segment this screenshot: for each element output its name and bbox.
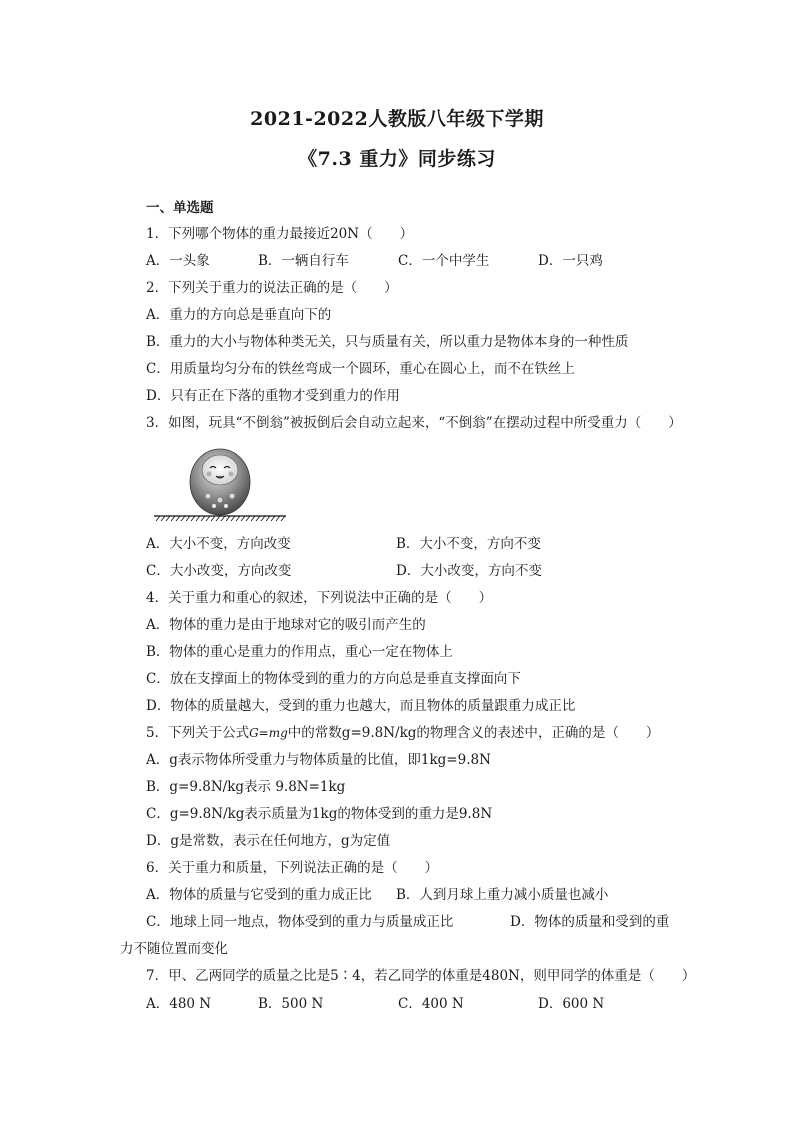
doc-title-line1: 2021-2022人教版八年级下学期 xyxy=(250,108,544,130)
q2-option-c: C．用质量均匀分布的铁丝弯成一个圆环，重心在圆心上，而不在铁丝上 xyxy=(146,361,575,377)
q4-option-b: B．物体的重心是重力的作用点，重心一定在物体上 xyxy=(146,644,453,660)
q3-option-a: A．大小不变，方向改变 xyxy=(146,536,291,552)
question-5-stem xyxy=(146,723,659,743)
q3-option-d: D．大小改变，方向不变 xyxy=(396,563,542,579)
q3-option-c: C．大小改变，方向改变 xyxy=(146,563,292,579)
question-3-stem: 3．如图，玩具“不倒翁”被扳倒后会自动立起来，“不倒翁”在摆动过程中所受重力（ ） xyxy=(146,415,682,431)
q6-option-d-continued: 力不随位置而变化 xyxy=(120,941,228,957)
q6-option-a: A．物体的质量与它受到的重力成正比 xyxy=(146,887,372,903)
q7-option-c: C．400 N xyxy=(398,996,464,1012)
doc-title-line2: 《7.3 重力》同步练习 xyxy=(298,148,496,170)
q5-stem-pre: 5．下列关于公式 xyxy=(146,725,250,741)
q4-option-a: A．物体的重力是由于地球对它的吸引而产生的 xyxy=(146,617,426,633)
question-4-stem: 4．关于重力和重心的叙述，下列说法中正确的是（ ） xyxy=(146,590,493,606)
q6-option-c: C．地球上同一地点，物体受到的重力与质量成正比 xyxy=(146,914,454,930)
q7-option-d: D．600 N xyxy=(538,996,605,1012)
q2-option-d: D．只有正在下落的重物才受到重力的作用 xyxy=(146,388,400,404)
q1-option-d: D．一只鸡 xyxy=(538,253,603,269)
q5-option-a: A．g表示物体所受重力与物体质量的比值，即1kg=9.8N xyxy=(146,752,491,768)
q6-option-b: B．人到月球上重力减小质量也减小 xyxy=(396,887,609,903)
question-7-stem: 7．甲、乙两同学的质量之比是5∶4，若乙同学的体重是480N，则甲同学的体重是（ ） xyxy=(146,968,696,984)
q5-option-c: C．g=9.8N/kg表示质量为1kg的物体受到的重力是9.8N xyxy=(146,806,493,822)
q5-stem-post: 中的常数g=9.8N/kg的物理含义的表述中，正确的是（ ） xyxy=(287,725,660,741)
q2-option-b: B．重力的大小与物体种类无关，只与质量有关，所以重力是物体本身的一种性质 xyxy=(146,334,629,350)
q5-option-b: B．g=9.8N/kg表示 9.8N=1kg xyxy=(146,779,346,795)
q2-option-a: A．重力的方向总是垂直向下的 xyxy=(146,307,332,323)
section-heading: 一、单选题 xyxy=(146,200,214,216)
q7-option-a: A．480 N xyxy=(146,996,212,1012)
ground-hatching xyxy=(156,516,285,521)
q1-option-b: B．一辆自行车 xyxy=(258,253,349,269)
q7-option-b: B．500 N xyxy=(258,996,324,1012)
tumbler-toy-figure xyxy=(150,446,290,522)
q4-option-c: C．放在支撑面上的物体受到的重力的方向总是垂直支撑面向下 xyxy=(146,671,521,687)
q3-option-b: B．大小不变，方向不变 xyxy=(396,536,541,552)
tumbler-face xyxy=(202,455,238,485)
question-6-stem: 6．关于重力和质量，下列说法正确的是（ ） xyxy=(146,860,439,876)
q6-option-d: D．物体的质量和受到的重 xyxy=(510,914,670,930)
q4-option-d: D．物体的质量越大，受到的重力也越大，而且物体的质量跟重力成正比 xyxy=(146,698,576,714)
q1-option-c: C．一个中学生 xyxy=(398,253,490,269)
question-1-stem: 1．下列哪个物体的重力最接近20N（ ） xyxy=(146,226,414,242)
question-2-stem: 2．下列关于重力的说法正确的是（ ） xyxy=(146,280,398,296)
q5-formula: G=mg xyxy=(249,726,288,740)
q5-option-d: D．g是常数，表示在任何地方，g为定值 xyxy=(146,833,391,849)
q1-option-a: A．一头象 xyxy=(146,253,210,269)
